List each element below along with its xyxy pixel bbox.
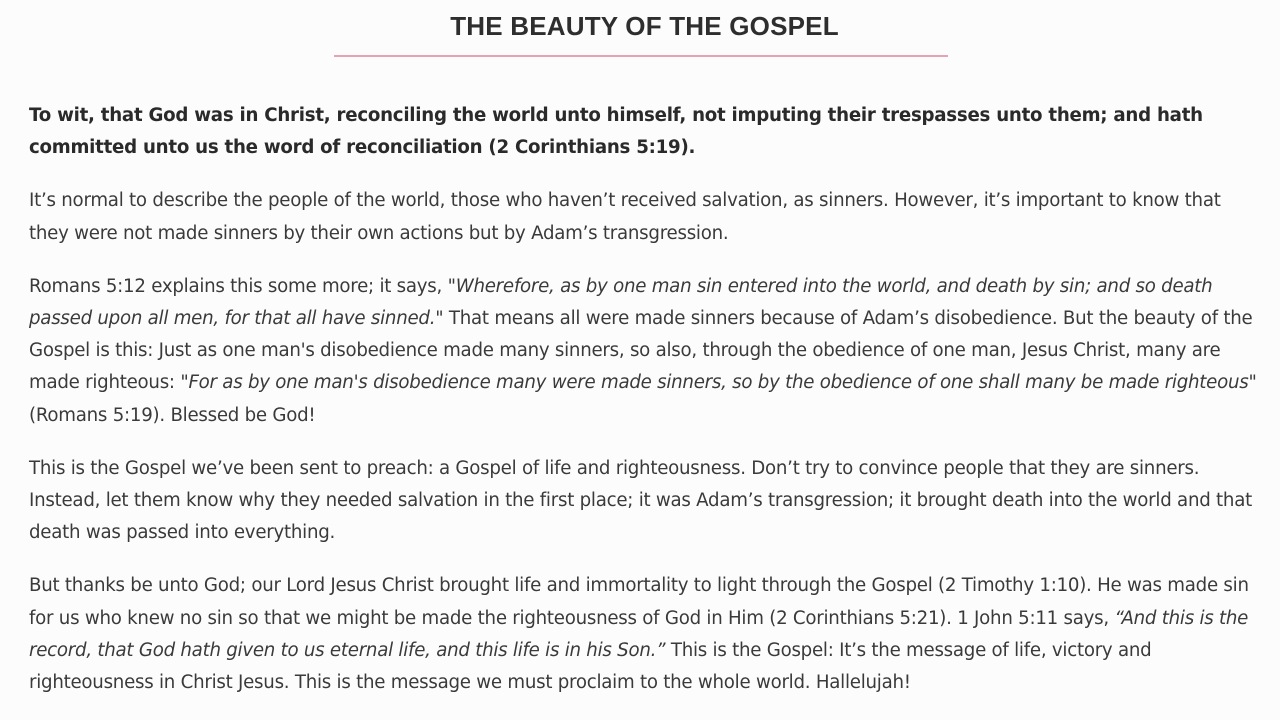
paragraph-3: This is the Gospel we’ve been sent to preach: a Gospel of life and righteousness. Don’t try to convince people that they are sinners. Instead, let them know why they needed salvation in the first place; it was Adam’s transgression; it brought death into the world and that death was passed into everything. <box>29 457 1252 544</box>
title-underline-divider <box>334 55 948 57</box>
paragraph-4-quote-1-john-5-11: “And this is the record, that God hath given to us eternal life, and this life is in his Son.” <box>29 607 1249 661</box>
paragraph-2-quote-romans-5-12: "Wherefore, as by one man sin entered into the world, and death by sin; and so death passed upon all men, for that all have sinned." <box>29 275 1213 330</box>
paragraph-4 <box>29 570 1260 699</box>
paragraph-2 <box>29 271 1260 432</box>
paragraph-1: It’s normal to describe the people of the world, those who haven’t received salvation, as sinners. However, it’s important to know that they were not made sinners by their own actions but by Adam’s transgression. <box>29 190 1221 244</box>
paragraph-2-tail: (Romans 5:19). Blessed be God! <box>29 404 316 426</box>
paragraph-4-lead: But thanks be unto God; our Lord Jesus Christ brought life and immortality to light through the Gospel (2 Timothy 1:10). He was made sin for us who knew no sin so that we might be made the righteousness of God in Him (2 Corinthians 5:21). 1 John 5:11 says, <box>29 575 1249 629</box>
page-title: THE BEAUTY OF THE GOSPEL <box>450 11 839 41</box>
key-verse: To wit, that God was in Christ, reconciling the world unto himself, not imputing their trespasses unto them; and hath committed unto us the word of reconciliation (2 Corinthians 5:19). <box>29 105 1203 159</box>
paragraph-2-quote-romans-5-19: "For as by one man's disobedience many were made sinners, so by the obedience of one shall many be made righteous" <box>180 372 1257 394</box>
paragraph-2-lead: Romans 5:12 explains this some more; it says, <box>29 275 448 297</box>
paragraph-2-middle: That means all were made sinners because of Adam’s disobedience. But the beauty of the Gospel is this: Just as one man's disobedience made many sinners, so also, through the obedience of one man, Jesus Christ, many are made righteous: <box>29 308 1253 394</box>
paragraph-4-tail: This is the Gospel: It’s the message of life, victory and righteousness in Christ Jesus. This is the message we must proclaim to the whole world. Hallelujah! <box>29 639 1152 694</box>
